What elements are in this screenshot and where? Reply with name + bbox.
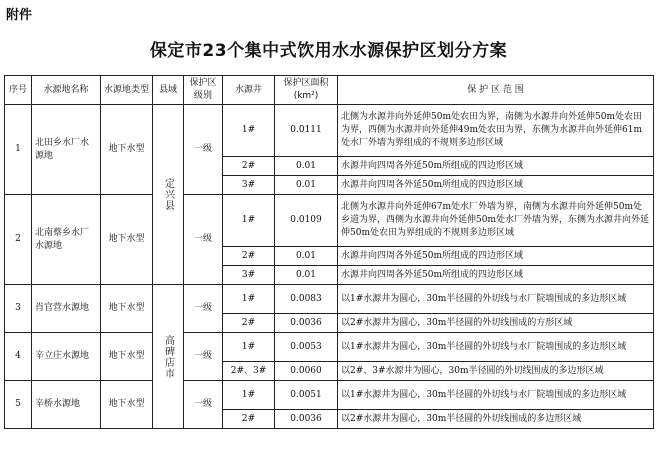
cell-area: 0.0053 — [275, 333, 338, 362]
header-type: 水源地类型 — [101, 76, 153, 105]
cell-range: 以1#水源井为圆心，30m半径圆的外切线与水厂院墙围成的多边形区域 — [338, 285, 654, 314]
cell-seq: 1 — [5, 105, 32, 195]
cell-level: 一级 — [184, 333, 223, 381]
cell-well: 3# — [223, 266, 275, 285]
cell-name: 辛立庄水源地 — [32, 333, 101, 381]
header-range: 保 护 区 范 围 — [338, 76, 654, 105]
header-seq: 序号 — [5, 76, 32, 105]
table-row — [5, 333, 654, 362]
cell-type: 地下水型 — [101, 333, 153, 381]
cell-well: 2# — [223, 157, 275, 176]
cell-area: 0.0109 — [275, 195, 338, 247]
cell-range: 水源井向四周各外延50m所组成的四边形区域 — [338, 157, 654, 176]
cell-well: 1# — [223, 285, 275, 314]
cell-area: 0.01 — [275, 157, 338, 176]
cell-type: 地下水型 — [101, 381, 153, 429]
document-title: 保定市23个集中式饮用水水源保护区划分方案 — [149, 41, 508, 61]
table-row — [5, 105, 654, 157]
cell-level: 一级 — [184, 285, 223, 333]
table-header-row — [5, 76, 654, 105]
cell-range: 以1#水源井为圆心，30m半径圆的外切线与水厂院墙围成的多边形区域 — [338, 333, 654, 362]
cell-county — [153, 105, 184, 285]
cell-level: 一级 — [184, 381, 223, 429]
cell-name: 北南蔡乡水厂水源地 — [32, 195, 101, 285]
cell-area: 0.0051 — [275, 381, 338, 410]
cell-seq: 4 — [5, 333, 32, 381]
cell-well: 2# — [223, 247, 275, 266]
cell-area: 0.0111 — [275, 105, 338, 157]
header-level: 保护区级别 — [184, 76, 223, 105]
cell-level: 一级 — [184, 195, 223, 285]
cell-area: 0.0083 — [275, 285, 338, 314]
cell-well: 2# — [223, 314, 275, 333]
cell-well: 1# — [223, 381, 275, 410]
attachment-label: 附件 — [6, 8, 33, 23]
cell-well: 2#、3# — [223, 362, 275, 381]
cell-area: 0.0036 — [275, 410, 338, 429]
cell-county — [153, 285, 184, 429]
cell-range: 北侧为水源井向外延伸50m处农田为界，南侧为水源井向外延伸50m处农田为界，西侧为水源井向外延伸49m处农田为界，东侧为水源井向外延伸61m处水厂外墙为界组成的不规则多边形区域 — [338, 105, 654, 157]
table-row — [5, 285, 654, 314]
header-area: 保护区面积(km²) — [275, 76, 338, 105]
header-name: 水源地名称 — [32, 76, 101, 105]
cell-range: 水源井向四周各外延50m所组成的四边形区域 — [338, 266, 654, 285]
cell-range: 以2#水源井为圆心，30m半径圆的外切线围成的多边形区域 — [338, 410, 654, 429]
cell-range: 以1#水源井为圆心，30m半径圆的外切线与水厂院墙围成的多边形区域 — [338, 381, 654, 410]
cell-level: 一级 — [184, 105, 223, 195]
cell-type: 地下水型 — [101, 105, 153, 195]
cell-area: 0.01 — [275, 176, 338, 195]
cell-type: 地下水型 — [101, 285, 153, 333]
cell-area: 0.0036 — [275, 314, 338, 333]
cell-range: 水源井向四周各外延50m所组成的四边形区域 — [338, 176, 654, 195]
county-label: 高碑店市 — [162, 334, 174, 379]
cell-name: 辛桥水源地 — [32, 381, 101, 429]
cell-well: 1# — [223, 333, 275, 362]
cell-area: 0.01 — [275, 266, 338, 285]
table-row — [5, 195, 654, 247]
cell-seq: 5 — [5, 381, 32, 429]
county-label: 定兴县 — [162, 178, 174, 211]
cell-name: 肖官营水源地 — [32, 285, 101, 333]
cell-area: 0.0060 — [275, 362, 338, 381]
cell-seq: 3 — [5, 285, 32, 333]
cell-well: 1# — [223, 105, 275, 157]
cell-name: 北田乡水厂水源地 — [32, 105, 101, 195]
cell-range: 水源井向四周各外延50m所组成的四边形区域 — [338, 247, 654, 266]
cell-range: 以2#水源井为圆心，30m半径圆的外切线围成的方形区域 — [338, 314, 654, 333]
table-row — [5, 381, 654, 410]
cell-well: 2# — [223, 410, 275, 429]
protection-zone-table — [4, 75, 654, 429]
cell-range: 以2#、3#水源井为圆心，30m半径圆的外切线围成的多边形区域 — [338, 362, 654, 381]
cell-well: 1# — [223, 195, 275, 247]
cell-well: 3# — [223, 176, 275, 195]
header-well: 水源井 — [223, 76, 275, 105]
cell-range: 北侧为水源井向外延伸67m处水厂外墙为界，南侧为水源井向外延伸50m处乡道为界，西侧为水源井向外延伸50m处水厂外墙为界，东侧为水源井向外延伸50m处农田为界组成的不规则多边形区域 — [338, 195, 654, 247]
cell-area: 0.01 — [275, 247, 338, 266]
cell-type: 地下水型 — [101, 195, 153, 285]
header-county: 县域 — [153, 76, 184, 105]
cell-seq: 2 — [5, 195, 32, 285]
